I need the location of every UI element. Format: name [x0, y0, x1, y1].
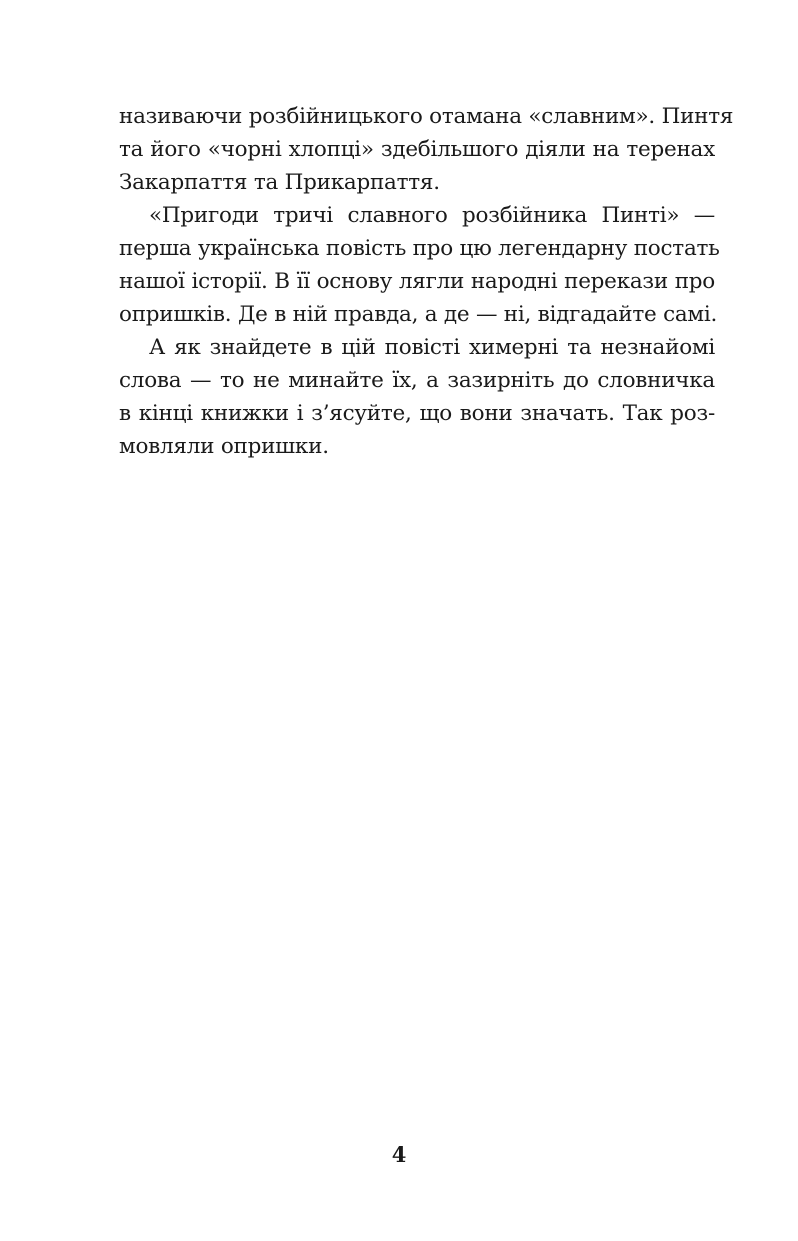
text-line: Закарпаття та Прикарпаття. — [119, 170, 440, 195]
text-line: в кінці книжки і з’ясуйте, що вони значать. Так роз- — [119, 401, 715, 426]
text-line: слова — то не минайте їх, а зазирніть до словничка — [119, 368, 715, 393]
text-line: опришків. Де в ній правда, а де — ні, відгадайте самі. — [119, 302, 718, 327]
text-line: називаючи розбійницького отамана «славним». Пинтя — [119, 104, 734, 129]
paragraph-first-line: А як знайдете в цій повісті химерні та незнайомі — [149, 335, 715, 360]
body-text — [119, 100, 734, 463]
text-line: мовляли опришки. — [119, 434, 329, 459]
text-line: та його «чорні хлопці» здебільшого діяли на теренах — [119, 137, 715, 162]
text-line: нашої історії. В її основу лягли народні перекази про — [119, 269, 715, 294]
page-number: 4 — [391, 1142, 407, 1167]
paragraph-first-line: «Пригоди тричі славного розбійника Пинті» — — [149, 203, 715, 228]
text-line: перша українська повість про цю легендарну постать — [119, 236, 720, 261]
